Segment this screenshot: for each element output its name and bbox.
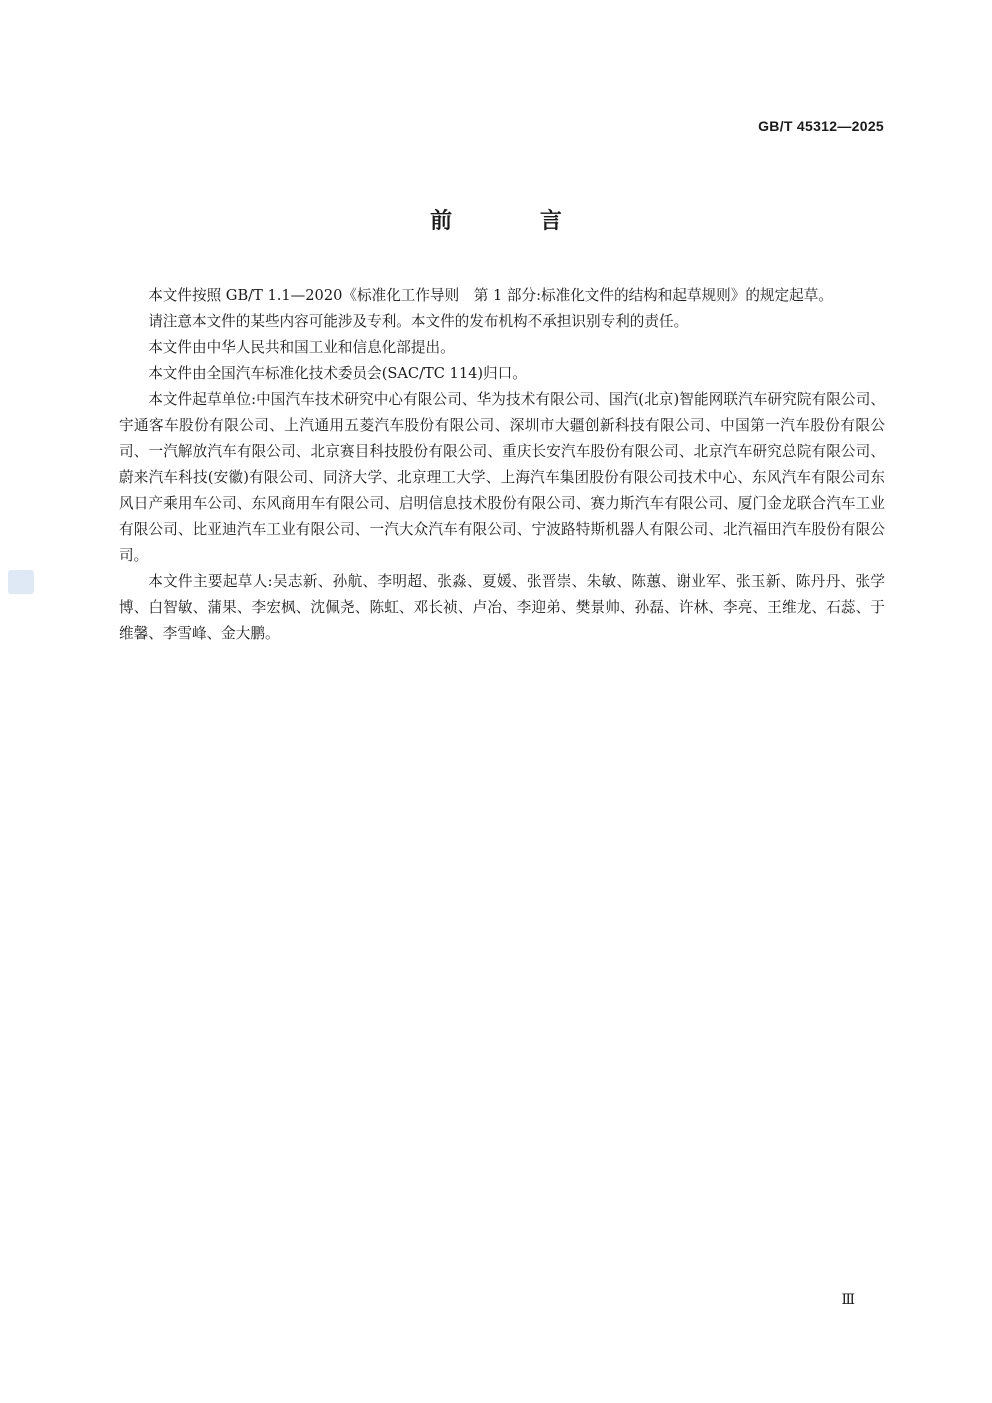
page-number: Ⅲ	[841, 1292, 855, 1308]
paragraph-drafting-organizations: 本文件起草单位:中国汽车技术研究中心有限公司、华为技术有限公司、国汽(北京)智能网联汽车研究院有限公司、宇通客车股份有限公司、上汽通用五菱汽车股份有限公司、深圳市大疆创新科技有限公司、中国第一汽车股份有限公司、一汽解放汽车有限公司、北京赛目科技股份有限公司、重庆长安汽车股份有限公司、北京汽车研究总院有限公司、蔚来汽车科技(安徽)有限公司、同济大学、北京理工大学、上海汽车集团股份有限公司技术中心、东风汽车有限公司东风日产乘用车公司、东风商用车有限公司、启明信息技术股份有限公司、赛力斯汽车有限公司、厦门金龙联合汽车工业有限公司、比亚迪汽车工业有限公司、一汽大众汽车有限公司、宁波路特斯机器人有限公司、北汽福田汽车股份有限公司。	[119, 391, 885, 564]
sac-watermark-logo	[8, 570, 34, 594]
paragraph-drafting-rules: 本文件按照 GB/T 1.1—2020《标准化工作导则 第 1 部分:标准化文件的结构和起草规则》的规定起草。	[148, 287, 833, 304]
paragraph-technical-committee: 本文件由全国汽车标准化技术委员会(SAC/TC 114)归口。	[148, 365, 527, 382]
paragraph-proposer: 本文件由中华人民共和国工业和信息化部提出。	[148, 339, 455, 356]
preface-body	[119, 283, 885, 647]
paragraph-drafters: 本文件主要起草人:吴志新、孙航、李明超、张淼、夏媛、张晋崇、朱敏、陈蕙、谢业军、张玉新、陈丹丹、张学博、白智敏、蒲果、李宏枫、沈佩尧、陈虹、邓长祯、卢冶、李迎弟、樊景帅、孙磊、许林、李亮、王维龙、石蕊、于维馨、李雪峰、金大鹏。	[119, 573, 885, 642]
standard-code: GB/T 45312—2025	[758, 118, 884, 134]
paragraph-patent-notice: 请注意本文件的某些内容可能涉及专利。本文件的发布机构不承担识别专利的责任。	[148, 313, 689, 330]
page-title: 前 言	[430, 209, 602, 234]
